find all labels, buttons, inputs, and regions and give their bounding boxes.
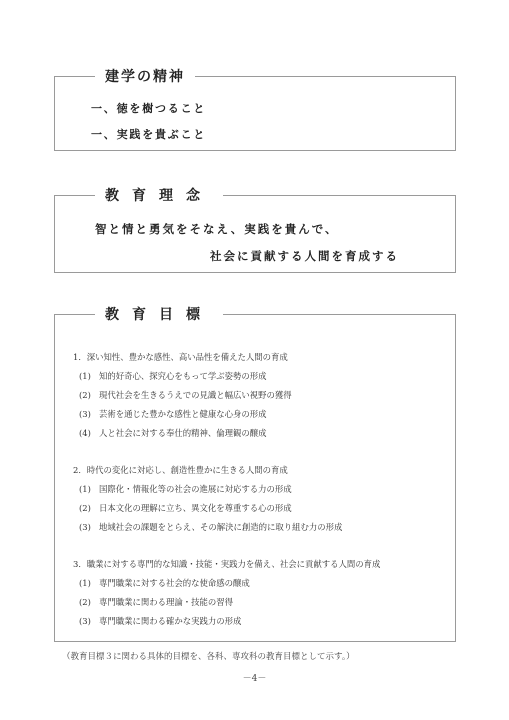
page-number: －4－ bbox=[242, 674, 267, 684]
spirit-item: 一、徳を樹つること bbox=[91, 102, 207, 115]
goal-item bbox=[79, 615, 241, 627]
goal-item-number: (2) bbox=[79, 597, 91, 607]
goal-item-text: 日本文化の理解に立ち、異文化を尊重する心の形成 bbox=[99, 503, 292, 513]
goal-item-number: (2) bbox=[79, 503, 91, 513]
goal-item bbox=[79, 427, 267, 439]
goal-item bbox=[79, 577, 250, 589]
education-goals-box bbox=[54, 307, 456, 642]
goal-item bbox=[79, 389, 292, 401]
goal-item-number: (1) bbox=[79, 484, 91, 494]
goal-item-text: 専門職業に関わる理論・技能の習得 bbox=[99, 597, 233, 607]
goal-item-number: (3) bbox=[79, 409, 91, 419]
goal-item bbox=[79, 502, 292, 514]
goal-item bbox=[79, 370, 267, 382]
education-goals-title: 教育目標 bbox=[95, 304, 223, 324]
spirit-item: 一、実践を貴ぶこと bbox=[91, 128, 207, 141]
goal-item bbox=[79, 596, 233, 608]
goal-item-text: 知的好奇心、探究心をもって学ぶ姿勢の形成 bbox=[99, 371, 267, 381]
goal-item-text: 地域社会の課題をとらえ、その解決に創造的に取り組む力の形成 bbox=[99, 522, 343, 532]
philosophy-line-1: 智と情と勇気をそなえ、実践を貴んで、 bbox=[95, 222, 339, 236]
goal-item-number: (3) bbox=[79, 616, 91, 626]
goal-item-text: 芸術を通じた豊かな感性と健康な心身の形成 bbox=[99, 409, 267, 419]
goal-item-text: 人と社会に対する奉仕的精神、倫理観の醸成 bbox=[99, 428, 267, 438]
goal-item bbox=[79, 521, 342, 533]
goal-heading: 2．時代の変化に対応し、創造性豊かに生きる人間の育成 bbox=[73, 465, 288, 475]
education-philosophy-box bbox=[54, 188, 456, 273]
philosophy-line-2: 社会に貢献する人間を育成する bbox=[210, 249, 399, 263]
footnote: （教育目標３に関わる具体的目標を、各科、専攻科の教育目標として示す。） bbox=[62, 652, 355, 662]
goal-item-text: 国際化・情報化等の社会の進展に対応する力の形成 bbox=[99, 484, 292, 494]
goal-item bbox=[79, 408, 267, 420]
founding-spirit-title: 建学の精神 bbox=[95, 66, 195, 86]
goal-item-text: 現代社会を生きるうえでの見識と幅広い視野の獲得 bbox=[99, 390, 292, 400]
goal-heading: 1．深い知性、豊かな感性、高い品性を備えた人間の育成 bbox=[73, 352, 288, 362]
founding-spirit-box bbox=[54, 69, 456, 151]
goal-item-text: 専門職業に関わる確かな実践力の形成 bbox=[99, 616, 242, 626]
goal-item-number: (3) bbox=[79, 522, 91, 532]
goal-heading: 3．職業に対する専門的な知識・技能・実践力を備え、社会に貢献する人間の育成 bbox=[73, 559, 381, 569]
goal-item-number: (2) bbox=[79, 390, 91, 400]
goal-item-number: (4) bbox=[79, 428, 91, 438]
goal-item-number: (1) bbox=[79, 578, 91, 588]
goal-item bbox=[79, 483, 292, 495]
goal-item-number: (1) bbox=[79, 371, 91, 381]
education-philosophy-title: 教育理念 bbox=[95, 185, 223, 205]
goal-item-text: 専門職業に対する社会的な使命感の醸成 bbox=[99, 578, 250, 588]
